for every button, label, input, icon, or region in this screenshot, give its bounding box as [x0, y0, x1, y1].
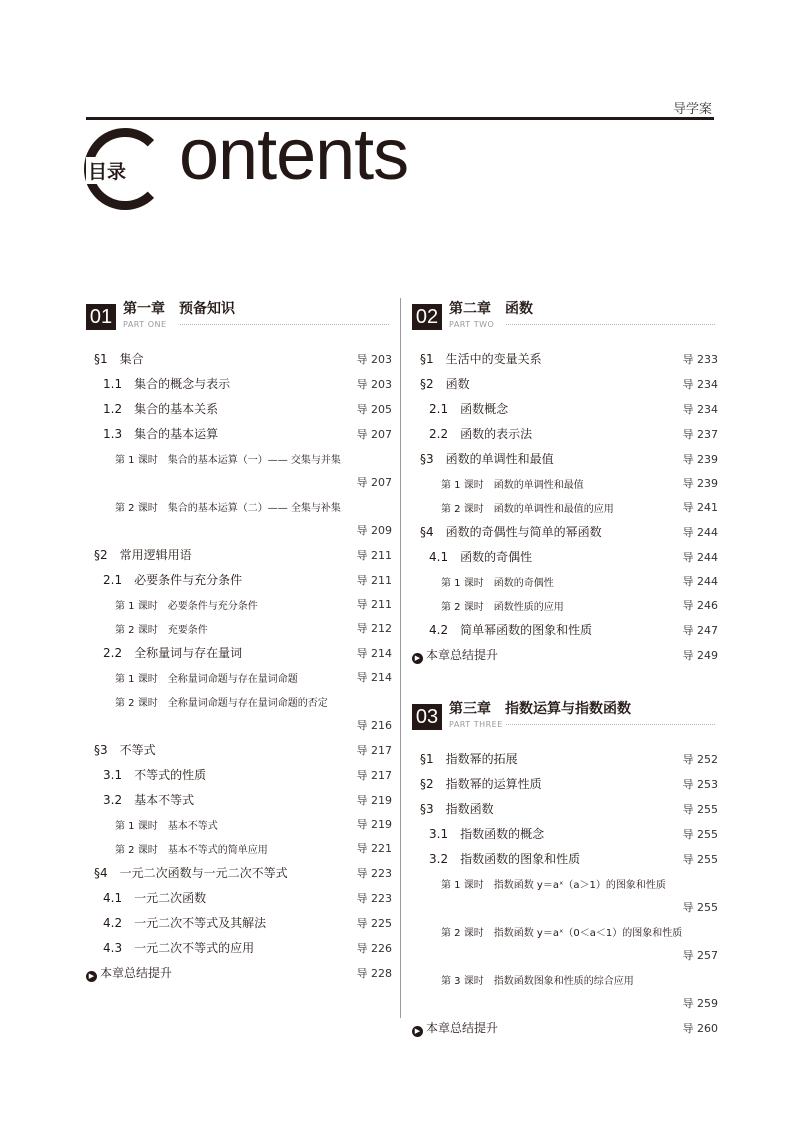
entry-title: 3.2 指数函数的图象和性质 — [429, 852, 581, 866]
toc-entry[interactable] — [86, 616, 392, 640]
title-rest: ontents — [179, 115, 409, 195]
toc-entry[interactable] — [412, 943, 718, 967]
entry-page: 导 217 — [356, 768, 392, 782]
entry-page: 导 214 — [356, 646, 392, 660]
entry-page: 导 255 — [682, 802, 718, 816]
entry-title: §1 生活中的变量关系 — [420, 352, 542, 366]
toc-entry[interactable] — [86, 812, 392, 836]
chapter-number: 01 — [86, 304, 116, 330]
entry-title: §3 指数函数 — [420, 802, 494, 816]
chapter-title: 第一章 预备知识 — [123, 301, 235, 317]
entry-page: 导 241 — [682, 501, 718, 514]
toc-entry[interactable] — [412, 895, 718, 919]
toc-entry[interactable] — [412, 771, 718, 796]
toc-entry[interactable] — [86, 371, 392, 396]
entry-page: 导 207 — [356, 476, 392, 489]
entry-page: 导 203 — [356, 352, 392, 366]
toc-entry[interactable] — [86, 592, 392, 616]
entry-page: 导 237 — [682, 427, 718, 441]
entry-title: 4.2 简单幂函数的图象和性质 — [429, 623, 593, 637]
chapter-header — [86, 298, 392, 342]
entry-page: 导 211 — [356, 598, 392, 611]
entry-title: 第 1 课时 指数函数 y＝aˣ（a＞1）的图象和性质 — [441, 879, 666, 891]
chapter-number: 02 — [412, 304, 442, 330]
toc-entry[interactable] — [86, 860, 392, 885]
entry-title: 第 2 课时 充要条件 — [115, 624, 208, 636]
chapter-header — [412, 298, 718, 342]
entry-page: 导 246 — [682, 599, 718, 612]
entry-title: 4.1 函数的奇偶性 — [429, 550, 533, 564]
header-label: 导学案 — [672, 102, 712, 117]
toc-entry[interactable] — [412, 919, 718, 943]
toc-entry[interactable] — [412, 746, 718, 771]
chapter-part-label: PART THREE — [449, 720, 503, 729]
entry-title: 第 2 课时 全称量词命题与存在量词命题的否定 — [115, 697, 328, 709]
chapter-gap — [412, 668, 718, 698]
entry-page: 导 244 — [682, 550, 718, 564]
entry-title: 第 2 课时 函数性质的应用 — [441, 601, 564, 613]
entry-title: 第 1 课时 必要条件与充分条件 — [115, 600, 258, 612]
entry-title: 1.3 集合的基本运算 — [103, 427, 219, 441]
toc-entry[interactable] — [412, 569, 718, 593]
entry-page: 导 255 — [682, 827, 718, 841]
toc-entry[interactable] — [86, 910, 392, 935]
entry-page: 导 203 — [356, 377, 392, 391]
chapter-title: 第二章 函数 — [449, 301, 533, 317]
entry-page: 导 207 — [356, 427, 392, 441]
entry-title: 1.1 集合的概念与表示 — [103, 377, 231, 391]
toc-entry[interactable] — [412, 967, 718, 991]
title-word — [128, 114, 408, 196]
toc-entry[interactable] — [86, 737, 392, 762]
toc-entry[interactable] — [412, 544, 718, 569]
toc-entry[interactable] — [86, 346, 392, 371]
toc-entry[interactable] — [412, 796, 718, 821]
toc-entry[interactable] — [412, 991, 718, 1015]
entry-page: 导 260 — [682, 1022, 718, 1035]
entry-title: 第 3 课时 指数函数图象和性质的综合应用 — [441, 975, 634, 987]
entry-page: 导 244 — [682, 575, 718, 588]
toc-entry[interactable] — [412, 821, 718, 846]
toc-entry[interactable] — [86, 935, 392, 960]
toc-entry[interactable] — [86, 494, 392, 518]
entry-page: 导 219 — [356, 793, 392, 807]
entry-title: §4 一元二次函数与一元二次不等式 — [94, 866, 288, 880]
chapter-part-label: PART ONE — [123, 320, 167, 329]
entry-title: 2.1 必要条件与充分条件 — [103, 573, 243, 587]
toc-entry[interactable] — [412, 446, 718, 471]
entry-page: 导 247 — [682, 623, 718, 637]
entry-title: 3.2 基本不等式 — [103, 793, 195, 807]
toc-entry[interactable] — [412, 495, 718, 519]
entry-page: 导 211 — [356, 573, 392, 587]
entry-page: 导 253 — [682, 777, 718, 791]
entry-title: §4 函数的奇偶性与简单的幂函数 — [420, 525, 602, 539]
summary-play-icon: ▶ — [412, 653, 423, 664]
entry-title: 第 1 课时 函数的单调性和最值 — [441, 479, 584, 491]
toc-entry[interactable] — [86, 470, 392, 494]
column-divider — [400, 298, 401, 1018]
entry-page: 导 255 — [682, 852, 718, 866]
entry-page: 导 223 — [356, 891, 392, 905]
right-column — [412, 298, 718, 1041]
toc-entry[interactable] — [86, 787, 392, 812]
entry-page: 导 214 — [356, 671, 392, 684]
entry-title: §3 函数的单调性和最值 — [420, 452, 554, 466]
entry-page: 导 209 — [356, 524, 392, 537]
entry-page: 导 216 — [356, 719, 392, 732]
entry-page: 导 217 — [356, 743, 392, 757]
toc-entry[interactable] — [86, 762, 392, 787]
toc-entry[interactable] — [412, 617, 718, 642]
toc-entry[interactable] — [412, 371, 718, 396]
entry-page: 导 228 — [356, 967, 392, 980]
entry-title: ▶ 本章总结提升 — [412, 1019, 498, 1037]
entry-page: 导 234 — [682, 377, 718, 391]
toc-entry[interactable] — [86, 421, 392, 446]
toc-entry[interactable] — [86, 836, 392, 860]
summary-play-icon: ▶ — [412, 1026, 423, 1037]
entry-title: 4.2 一元二次不等式及其解法 — [103, 916, 267, 930]
toc-entry[interactable] — [412, 593, 718, 617]
entry-title: ▶ 本章总结提升 — [412, 646, 498, 664]
title-mulu: 目录 — [86, 157, 128, 184]
chapter-dotted-rule — [506, 324, 715, 325]
entry-title: 4.1 一元二次函数 — [103, 891, 207, 905]
toc-entry[interactable] — [86, 713, 392, 737]
summary-play-icon: ▶ — [86, 971, 97, 982]
entry-page: 导 219 — [356, 818, 392, 831]
entry-page: 导 252 — [682, 752, 718, 766]
entry-page: 导 239 — [682, 452, 718, 466]
entry-page: 导 257 — [682, 949, 718, 962]
summary-entry[interactable] — [412, 642, 718, 668]
toc-entry[interactable] — [86, 567, 392, 592]
entry-title: §1 集合 — [94, 352, 144, 366]
chapter-part-label: PART TWO — [449, 320, 495, 329]
entry-title: 第 2 课时 函数的单调性和最值的应用 — [441, 503, 614, 515]
summary-entry[interactable] — [412, 1015, 718, 1041]
entry-title: §2 指数幂的运算性质 — [420, 777, 542, 791]
entry-title: 第 2 课时 集合的基本运算（二）—— 全集与补集 — [115, 502, 341, 514]
entry-title: 第 1 课时 函数的奇偶性 — [441, 577, 554, 589]
entry-title: 3.1 指数函数的概念 — [429, 827, 545, 841]
entry-title: §3 不等式 — [94, 743, 156, 757]
entry-title: §1 指数幂的拓展 — [420, 752, 518, 766]
toc-entry[interactable] — [412, 846, 718, 871]
entry-title: 2.2 函数的表示法 — [429, 427, 533, 441]
toc-entry[interactable] — [86, 640, 392, 665]
chapter-header — [412, 698, 718, 742]
toc-entry[interactable] — [86, 446, 392, 470]
entry-page: 导 239 — [682, 477, 718, 490]
entry-title: §2 常用逻辑用语 — [94, 548, 192, 562]
entry-title: 第 2 课时 基本不等式的简单应用 — [115, 844, 268, 856]
left-column — [86, 298, 392, 986]
toc-entry[interactable] — [86, 396, 392, 421]
toc-entry[interactable] — [86, 542, 392, 567]
entry-page: 导 211 — [356, 548, 392, 562]
toc-entry[interactable] — [86, 689, 392, 713]
entry-page: 导 249 — [682, 649, 718, 662]
toc-entry[interactable] — [412, 519, 718, 544]
entry-title: 4.3 一元二次不等式的应用 — [103, 941, 255, 955]
chapter-dotted-rule — [180, 324, 389, 325]
entry-page: 导 212 — [356, 622, 392, 635]
chapter-title: 第三章 指数运算与指数函数 — [449, 701, 631, 717]
toc-entry[interactable] — [412, 396, 718, 421]
toc-entry[interactable] — [412, 421, 718, 446]
toc-entry[interactable] — [412, 346, 718, 371]
toc-entry[interactable] — [86, 885, 392, 910]
entry-page: 导 205 — [356, 402, 392, 416]
toc-entry[interactable] — [86, 518, 392, 542]
chapter-dotted-rule — [506, 724, 715, 725]
entry-title: 2.1 函数概念 — [429, 402, 509, 416]
entry-title: 第 2 课时 指数函数 y＝aˣ（0＜a＜1）的图象和性质 — [441, 927, 683, 939]
entry-page: 导 259 — [682, 997, 718, 1010]
entry-page: 导 223 — [356, 866, 392, 880]
entry-title: 3.1 不等式的性质 — [103, 768, 207, 782]
entry-title: 2.2 全称量词与存在量词 — [103, 646, 243, 660]
toc-entry[interactable] — [86, 665, 392, 689]
entry-page: 导 234 — [682, 402, 718, 416]
entry-title: 第 1 课时 集合的基本运算（一）—— 交集与并集 — [115, 454, 341, 466]
toc-entry[interactable] — [412, 871, 718, 895]
chapter-number: 03 — [412, 704, 442, 730]
entry-title: 1.2 集合的基本关系 — [103, 402, 219, 416]
entry-title: 第 1 课时 全称量词命题与存在量词命题 — [115, 673, 298, 685]
entry-title: §2 函数 — [420, 377, 470, 391]
toc-entry[interactable] — [412, 471, 718, 495]
entry-page: 导 221 — [356, 842, 392, 855]
entry-title: 第 1 课时 基本不等式 — [115, 820, 218, 832]
entry-page: 导 244 — [682, 525, 718, 539]
entry-title: ▶ 本章总结提升 — [86, 964, 172, 982]
contents-title — [84, 115, 444, 218]
entry-page: 导 225 — [356, 916, 392, 930]
entry-page: 导 255 — [682, 901, 718, 914]
entry-page: 导 226 — [356, 941, 392, 955]
summary-entry[interactable] — [86, 960, 392, 986]
entry-page: 导 233 — [682, 352, 718, 366]
